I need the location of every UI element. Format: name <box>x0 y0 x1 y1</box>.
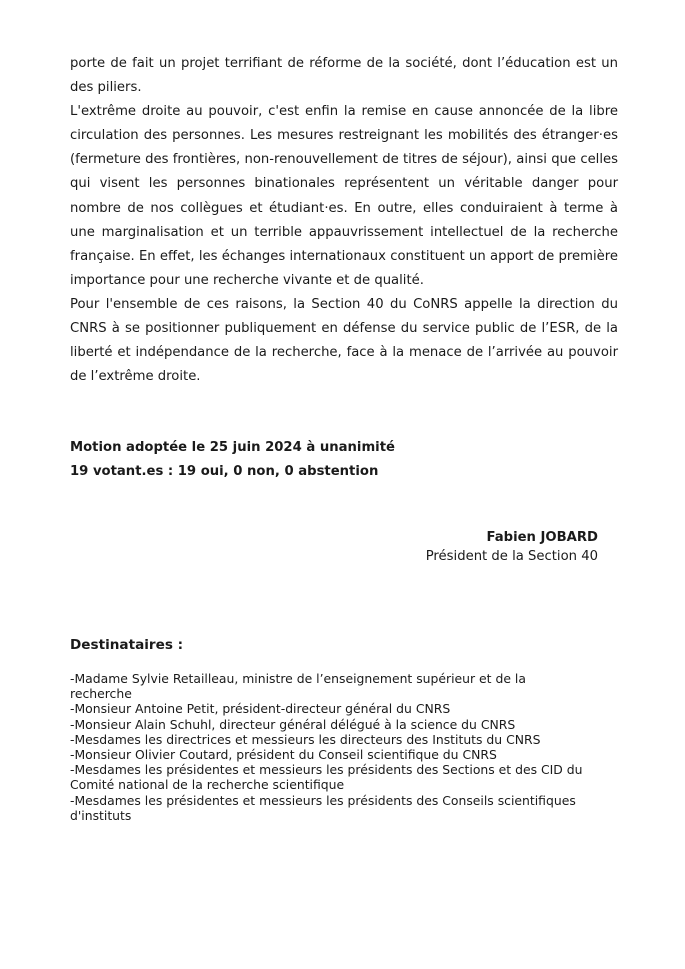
signatory-role: Président de la Section 40 <box>425 549 598 564</box>
recipients-list <box>70 671 590 823</box>
signature-block <box>426 528 598 566</box>
recipient-item: -Monsieur Olivier Coutard, président du Conseil scientifique du CNRS <box>70 747 497 763</box>
motion-votes-line: 19 votant.es : 19 oui, 0 non, 0 abstention <box>70 464 379 479</box>
recipient-item: -Monsieur Antoine Petit, président-directeur général du CNRS <box>70 701 451 717</box>
recipient-item: -Monsieur Alain Schuhl, directeur général délégué à la science du CNRS <box>70 716 516 732</box>
recipients-heading: Destinataires : <box>70 637 184 653</box>
recipient-item: -Mesdames les présidentes et messieurs les présidents des Sections et des CID du Comité national de la recherche scientifique <box>70 762 583 793</box>
paragraph-education: porte de fait un projet terrifiant de réforme de la société, dont l’éducation est un des piliers. <box>70 56 618 96</box>
motion-body <box>70 52 618 389</box>
recipient-item: -Mesdames les directrices et messieurs les directeurs des Instituts du CNRS <box>70 731 541 747</box>
paragraph-call-to-action: Pour l'ensemble de ces raisons, la Section 40 du CoNRS appelle la direction du CNRS à se positionner publiquement en défense du service public de l’ESR, de la liberté et indépendance de la recherche, face à la menace de l’arrivée au pouvoir de l’extrême droite. <box>70 296 618 385</box>
paragraph-mobility: L'extrême droite au pouvoir, c'est enfin la remise en cause annoncée de la libre circulation des personnes. Les mesures restreignant les mobilités des étranger·es (fermeture des frontières, non-renouvellement de titres de séjour), ainsi que celles qui visent les personnes binationales représentent un véritable danger pour nombre de nos collègues et étudiant·es. En outre, elles conduiraient à terme à une marginalisation et un terrible appauvrissement intellectuel de la recherche française. En effet, les échanges internationaux constituent un apport de première importance pour une recherche vivante et de qualité. <box>70 104 618 288</box>
recipient-item: -Madame Sylvie Retailleau, ministre de l’enseignement supérieur et de la recherche <box>70 671 526 702</box>
motion-adopted-line: Motion adoptée le 25 juin 2024 à unanimité <box>70 440 395 455</box>
motion-result <box>70 436 395 484</box>
signatory-name: Fabien JOBARD <box>486 530 598 545</box>
recipient-item: -Mesdames les présidentes et messieurs les présidents des Conseils scientifiques d'instituts <box>70 792 576 823</box>
